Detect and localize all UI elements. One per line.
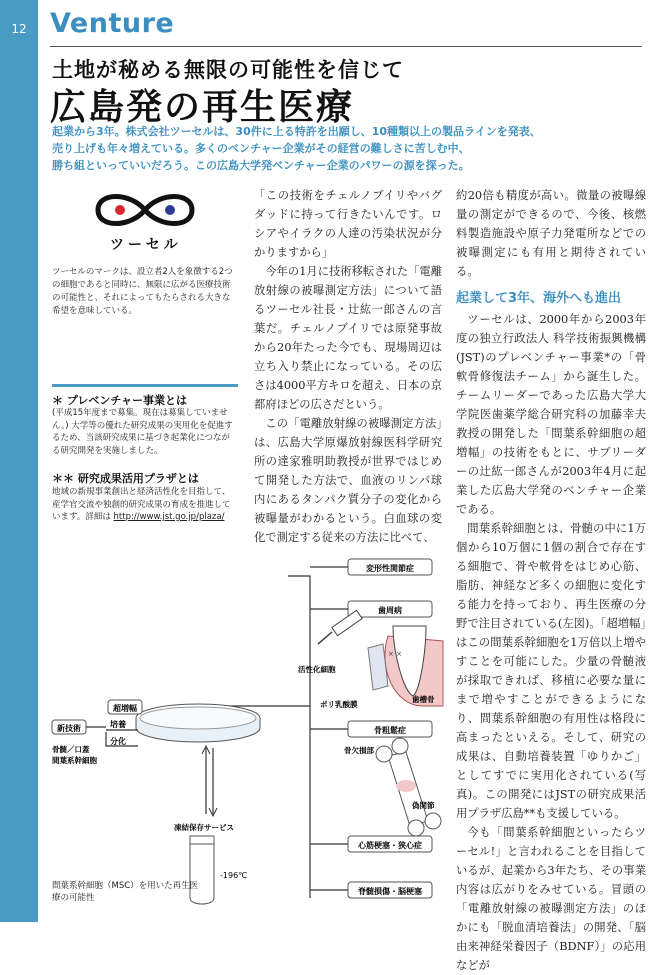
up-down-arrow-icon: [202, 746, 217, 816]
two-cell-logo-icon: [90, 188, 200, 232]
condition-label: 骨粗鬆症: [374, 726, 406, 735]
annotation-alveolar: 歯槽骨: [412, 695, 435, 704]
condition-box: [310, 721, 432, 737]
header-rule: [50, 46, 642, 47]
body-column-2: [254, 186, 442, 547]
label-new-tech: 新技術: [57, 724, 81, 733]
body-paragraph: 間葉系幹細胞とは、骨髄の中に1万個から10万個に1個の割合で存在する細胞で、骨や軟骨をはじめ心筋、脂肪、神経など多くの細胞に変化する能力を持っており、再生医療の分野で注目されている(左図)。「超増幅」はこの間葉系幹細胞を1万倍以上増やすことを可能にした。少量の骨髄液が採取できれば、移植に必要な量にまで増やすことができるようになり、間葉系幹細胞の有用性は格段に高まったといえる。そして、研究の成果は、自動培養装置「ゆりかご」としてすでに実用化されている(写真)。この開発にはJSTの研究成果活用プラザ広島**も支援している。: [456, 522, 646, 820]
body-paragraph: この「電離放射線の被曝測定方法」は、広島大学原爆放射線医科学研究所の達家雅明助教授が世界ではじめて開発した方法で、血液のリンパ球内にあるタンパク質分子の変化から被曝量がわかるという。白血球の変化で測定する従来の方法に比べて、: [254, 417, 442, 544]
note-body-preventure: (平成15年度まで募集。現在は募集していません。) 大学等の優れた研究成果の実用化を促進するため、当該研究成果に基づき起業化につながる研究開発を実施しました。: [52, 408, 233, 456]
syringe-icon: [318, 610, 362, 644]
annotation-frozen: 凍結保存サービス: [174, 823, 234, 832]
note-body-text: 地域の新規事業創出と経済活性化を目指して、産学官交流や独創的研究成果の育成を推進しています。詳細は: [52, 487, 231, 522]
svg-text:× ×: × ×: [388, 650, 402, 658]
annotation-pseudo-joint: 偽関節: [412, 801, 435, 810]
tooth-illustration: [368, 626, 443, 706]
label-differentiation: 分化: [110, 737, 126, 746]
body-paragraph: 約20倍も精度が高い。微量の被曝線量の測定ができるので、今後、核燃料製造施設や原子力発電所などでの被曝測定にも有用と期待されている。: [456, 189, 646, 278]
body-paragraph: 今年の1月に技術移転された「電離放射線の被曝測定方法」について語るツーセル社長・辻紘一郎さんの言葉だ。チェルノブイリでは原発事故から20年たった今でも、現場周辺は立ち入り禁止になっている。その広さは4000平方キロを超え、日本の京都府ほどの広さだという。: [254, 265, 442, 411]
plaza-link[interactable]: http://www.jst.go.jp/plaza/: [113, 512, 225, 522]
body-paragraph: 今も「間葉系幹細胞といったらツーセル!」と言われることを目指しているが、起業から3年たち、その事業内容は広がりをみせている。冒頭の「電離放射線の被曝測定方法」のほかにも「脱血清培養法」の開発、「脳由来神経栄養因子（BDNF）」の応用などが: [456, 826, 646, 972]
article-subtitle: 土地が秘める無限の可能性を信じて: [52, 58, 404, 82]
note-title-plaza: ＊＊ 研究成果活用プラザとは: [52, 472, 199, 485]
condition-box: [310, 836, 432, 852]
logo-caption: ツーセルのマークは、設立者2人を象徴する2つの細胞であると同時に、無限に広がる医療技術の可能性と、それによってもたらされる大きな希望を意味している。: [52, 267, 233, 316]
annotation-bone-defect: 骨欠損部: [344, 746, 374, 755]
annotation-active-cell: 活性化細胞: [298, 665, 336, 674]
condition-box: [310, 559, 432, 575]
section-heading: 起業して3年、海外へも進出: [456, 291, 622, 306]
condition-box: [310, 601, 432, 617]
side-accent-bar: [0, 0, 38, 922]
label-source-2: 間葉系幹細胞: [52, 756, 97, 765]
article-title: 広島発の再生医療: [50, 87, 355, 128]
lead-line: 起業から3年。株式会社ツーセルは、30件に上る特許を出願し、10種類以上の製品ラインを発表、: [52, 125, 541, 138]
lead-line: 勝ち組といっていいだろう。この広島大学発ベンチャー企業のパワーの源を探った。: [52, 159, 470, 172]
label-culture: 培養: [110, 720, 126, 729]
annotation-temp: -196℃: [220, 871, 248, 880]
condition-label: 変形性関節症: [366, 564, 414, 573]
note-title-preventure: ＊ プレベンチャー事業とは: [52, 394, 188, 407]
lead-line: 売り上げも年々増えている。多くのベンチャー企業がその経営の難しさに苦しむ中、: [52, 142, 470, 155]
note-body-plaza: [52, 486, 238, 524]
label-super-amp: 超増幅: [113, 704, 137, 713]
notes-divider: [52, 384, 238, 387]
body-paragraph: 「この技術をチェルノブイリやバグダッドに持って行きたいんです。ロシアやイラクの人達の汚染状況が分かりますから」: [254, 189, 442, 259]
logo-wordmark: ツーセル: [110, 237, 182, 253]
culture-dish-icon: [136, 704, 260, 742]
condition-box: [310, 882, 432, 898]
body-column-3: [456, 186, 646, 975]
body-paragraph: ツーセルは、2000年から2003年度の独立行政法人 科学技術振興機構(JST)のプレベンチャー事業*の「骨軟骨修復法チーム」から誕生した。チームリーダーであった広島大学大学院医歯薬学総合研究科の加藤幸夫教授の開発した「間葉系幹細胞の超増幅」の技術をもとに、サブリーダーの辻紘一郎さんが2003年4月に起業した広島大学発のベンチャー企業である。: [456, 313, 646, 516]
msc-diagram: [48, 556, 448, 922]
bone-illustration: [376, 738, 441, 836]
section-label: Venture: [50, 8, 175, 39]
condition-label: 歯周病: [378, 606, 402, 615]
diagram-caption: 間葉系幹細胞（MSC）を用いた再生医療の可能性: [52, 881, 199, 903]
lead-paragraph: [52, 123, 642, 174]
condition-label: 心筋梗塞・狭心症: [358, 841, 422, 850]
condition-label: 脊髄損傷・脳梗塞: [358, 887, 422, 896]
page-number: 12: [11, 22, 27, 36]
annotation-polylactic: ポリ乳酸膜: [320, 700, 358, 709]
label-source-1: 骨髄／口蓋: [52, 745, 90, 754]
